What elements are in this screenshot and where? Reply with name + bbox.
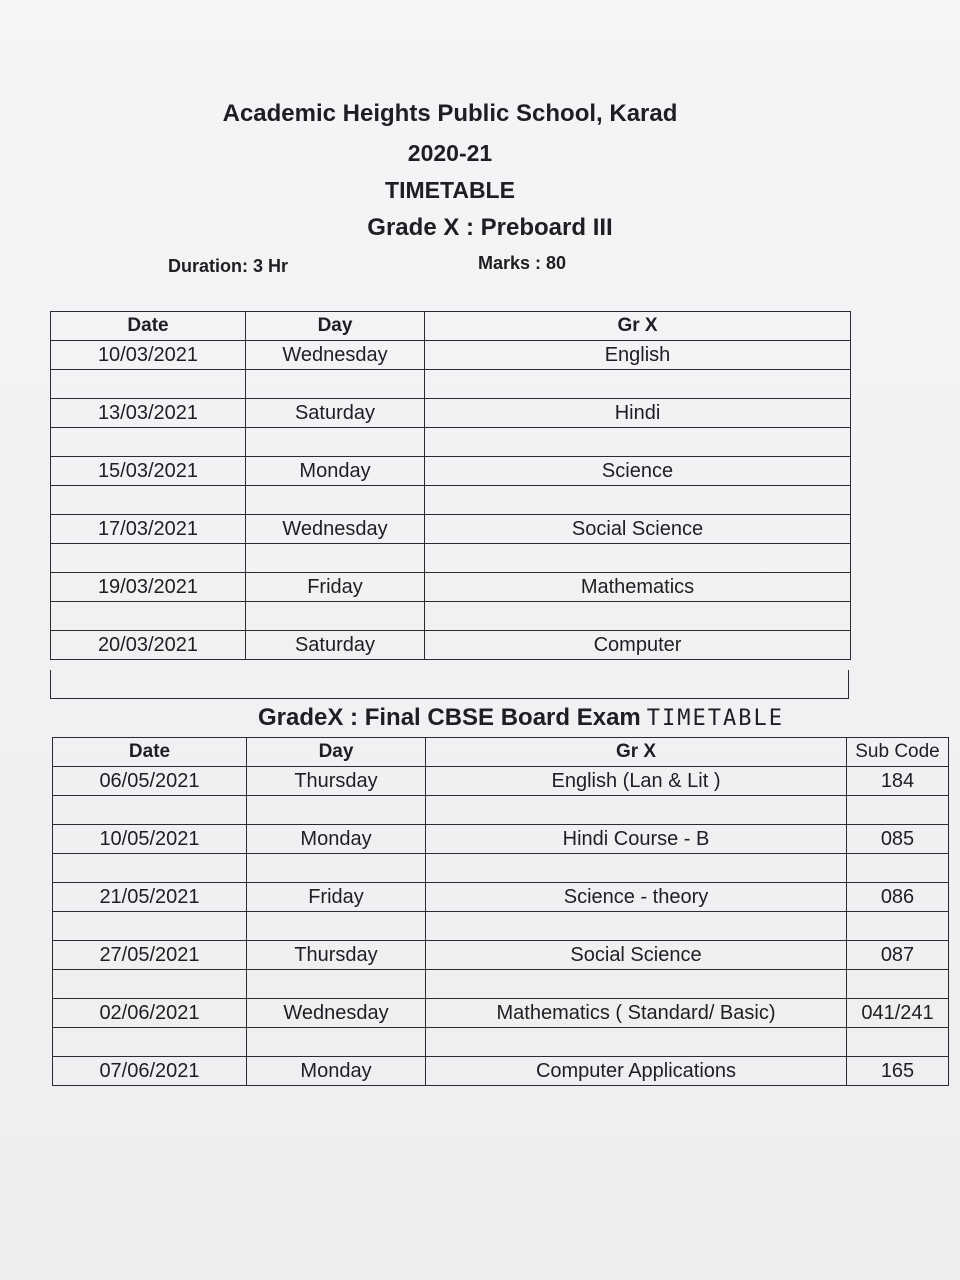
blank-cell (51, 486, 246, 515)
exam-subject-cell: Science (425, 457, 851, 486)
exam-date-cell: 02/06/2021 (53, 999, 247, 1028)
subject-code-cell: 085 (847, 825, 949, 854)
table-row (51, 631, 851, 660)
board-exam-title (258, 704, 784, 732)
exam-duration: Duration: 3 Hr (168, 256, 289, 276)
exam-date-cell: 15/03/2021 (51, 457, 246, 486)
academic-year: 2020-21 (407, 140, 493, 166)
blank-row (51, 486, 851, 515)
exam-day-cell: Monday (247, 1057, 426, 1086)
exam-day-cell: Friday (247, 883, 426, 912)
exam-day-cell: Friday (246, 573, 425, 602)
board-exam-title-text: GradeX : Final CBSE Board Exam (258, 704, 641, 731)
blank-row (53, 970, 949, 999)
exam-subject-cell: Social Science (426, 941, 847, 970)
exam-date-cell: 10/03/2021 (51, 341, 246, 370)
exam-day-cell: Wednesday (246, 341, 425, 370)
exam-date-cell: 06/05/2021 (53, 767, 247, 796)
exam-subject-cell: Hindi Course - B (426, 825, 847, 854)
blank-cell (53, 970, 247, 999)
blank-cell (246, 428, 425, 457)
blank-cell (425, 486, 851, 515)
exam-day-cell: Wednesday (246, 515, 425, 544)
exam-day-cell: Thursday (247, 767, 426, 796)
blank-row (53, 796, 949, 825)
table-row (53, 825, 949, 854)
subject-code-cell: 165 (847, 1057, 949, 1086)
blank-cell (247, 854, 426, 883)
subject-code-cell: 184 (847, 767, 949, 796)
blank-cell (247, 796, 426, 825)
column-header: Day (247, 738, 426, 767)
blank-cell (426, 912, 847, 941)
exam-date-cell: 07/06/2021 (53, 1057, 247, 1086)
grade-heading: Grade X : Preboard III (367, 214, 613, 241)
exam-subject-cell: Science - theory (426, 883, 847, 912)
blank-cell (847, 970, 949, 999)
exam-date-cell: 21/05/2021 (53, 883, 247, 912)
blank-row (53, 912, 949, 941)
blank-cell (53, 912, 247, 941)
blank-cell (51, 370, 246, 399)
table-row (53, 999, 949, 1028)
exam-date-cell: 27/05/2021 (53, 941, 247, 970)
exam-day-cell: Thursday (247, 941, 426, 970)
subject-code-cell: 086 (847, 883, 949, 912)
subject-code-cell: 087 (847, 941, 949, 970)
blank-cell (247, 970, 426, 999)
blank-cell (425, 370, 851, 399)
blank-cell (246, 544, 425, 573)
blank-cell (247, 1028, 426, 1057)
exam-day-cell: Wednesday (247, 999, 426, 1028)
blank-cell (53, 854, 247, 883)
exam-day-cell: Monday (247, 825, 426, 854)
subject-code-cell: 041/241 (847, 999, 949, 1028)
exam-subject-cell: Mathematics (425, 573, 851, 602)
blank-cell (426, 1028, 847, 1057)
column-header: Day (246, 312, 425, 341)
exam-subject-cell: English (Lan & Lit ) (426, 767, 847, 796)
exam-day-cell: Saturday (246, 399, 425, 428)
blank-cell (246, 602, 425, 631)
blank-row (51, 544, 851, 573)
blank-cell (246, 486, 425, 515)
table-row (53, 1057, 949, 1086)
blank-cell (53, 1028, 247, 1057)
table-row (51, 515, 851, 544)
exam-subject-cell: Computer (425, 631, 851, 660)
blank-cell (51, 544, 246, 573)
blank-cell (847, 854, 949, 883)
preboard-table (50, 311, 851, 660)
preboard-trailing-row (50, 670, 849, 699)
exam-date-cell: 20/03/2021 (51, 631, 246, 660)
blank-cell (51, 602, 246, 631)
table-row (53, 941, 949, 970)
blank-cell (247, 912, 426, 941)
blank-cell (426, 970, 847, 999)
exam-date-cell: 10/05/2021 (53, 825, 247, 854)
table-row (53, 883, 949, 912)
blank-cell (425, 544, 851, 573)
exam-date-cell: 19/03/2021 (51, 573, 246, 602)
blank-cell (426, 796, 847, 825)
blank-cell (847, 796, 949, 825)
exam-day-cell: Monday (246, 457, 425, 486)
timetable-heading: TIMETABLE (385, 177, 515, 203)
column-header: Date (53, 738, 247, 767)
exam-date-cell: 13/03/2021 (51, 399, 246, 428)
exam-subject-cell: Social Science (425, 515, 851, 544)
blank-row (53, 854, 949, 883)
table-row (51, 573, 851, 602)
column-header: Gr X (425, 312, 851, 341)
column-header: Sub Code (847, 738, 949, 767)
table-row (51, 457, 851, 486)
blank-cell (53, 796, 247, 825)
blank-cell (51, 428, 246, 457)
board-exam-table (52, 737, 949, 1086)
blank-cell (425, 428, 851, 457)
exam-subject-cell: Computer Applications (426, 1057, 847, 1086)
table-row (51, 341, 851, 370)
exam-subject-cell: Hindi (425, 399, 851, 428)
blank-row (51, 428, 851, 457)
exam-subject-cell: Mathematics ( Standard/ Basic) (426, 999, 847, 1028)
exam-subject-cell: English (425, 341, 851, 370)
blank-row (53, 1028, 949, 1057)
blank-cell (426, 854, 847, 883)
blank-cell (246, 370, 425, 399)
table-row (51, 399, 851, 428)
blank-cell (847, 1028, 949, 1057)
blank-row (51, 602, 851, 631)
board-exam-title-handwritten: TIMETABLE (646, 706, 784, 731)
board-header-row (53, 738, 949, 767)
column-header: Date (51, 312, 246, 341)
preboard-header-row (51, 312, 851, 341)
exam-marks: Marks : 80 (478, 253, 567, 273)
blank-row (51, 370, 851, 399)
blank-cell (425, 602, 851, 631)
blank-cell (847, 912, 949, 941)
exam-date-cell: 17/03/2021 (51, 515, 246, 544)
table-row (53, 767, 949, 796)
exam-day-cell: Saturday (246, 631, 425, 660)
school-name: Academic Heights Public School, Karad (222, 100, 678, 127)
column-header: Gr X (426, 738, 847, 767)
